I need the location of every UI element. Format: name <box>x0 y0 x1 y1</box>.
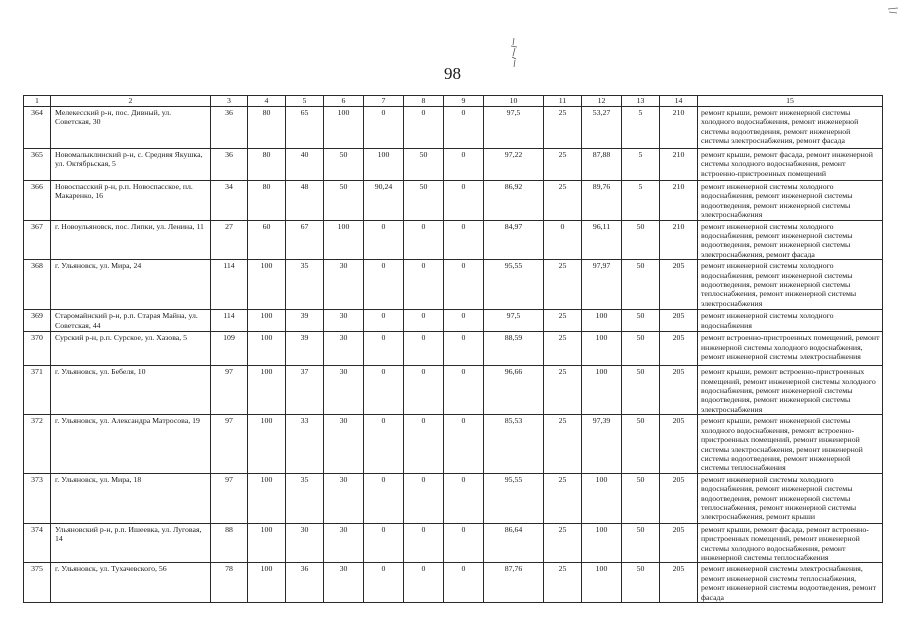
value-cell: 0 <box>404 366 444 415</box>
column-header: 9 <box>444 96 484 107</box>
value-cell: 5 <box>622 149 660 181</box>
repair-works-cell: ремонт инженерной системы холодного водоснабжения, ремонт инженерной системы водоотведения, ремонт инженерной системы теплоснабжения, ремонт инженерной системы электроснабжения <box>698 260 883 310</box>
value-cell: 205 <box>660 415 698 473</box>
table-row <box>24 523 883 563</box>
value-cell: 96,66 <box>484 366 544 415</box>
value-cell: 0 <box>444 181 484 221</box>
table-row <box>24 332 883 366</box>
value-cell: 100 <box>248 260 286 310</box>
value-cell: 109 <box>211 332 248 366</box>
value-cell: 205 <box>660 366 698 415</box>
value-cell: 25 <box>544 473 582 523</box>
page-number: 98 <box>444 64 461 83</box>
value-cell: 50 <box>404 181 444 221</box>
value-cell: 67 <box>286 220 324 260</box>
value-cell: 0 <box>364 220 404 260</box>
address-cell: г. Новоульяновск, пос. Липки, ул. Ленина, 11 <box>51 220 211 260</box>
value-cell: 97,5 <box>484 310 544 332</box>
value-cell: 0 <box>444 366 484 415</box>
value-cell: 50 <box>404 149 444 181</box>
value-cell: 0 <box>364 366 404 415</box>
address-cell: г. Ульяновск, ул. Тухачевского, 56 <box>51 563 211 603</box>
value-cell: 80 <box>248 149 286 181</box>
value-cell: 50 <box>622 220 660 260</box>
column-header: 8 <box>404 96 444 107</box>
column-header: 6 <box>324 96 364 107</box>
value-cell: 25 <box>544 181 582 221</box>
value-cell: 0 <box>404 310 444 332</box>
column-header: 14 <box>660 96 698 107</box>
value-cell: 37 <box>286 366 324 415</box>
value-cell: 25 <box>544 149 582 181</box>
value-cell: 96,11 <box>582 220 622 260</box>
value-cell: 210 <box>660 149 698 181</box>
repair-works-cell: ремонт крыши, ремонт встроенно-пристроенных помещений, ремонт инженерной системы холодного водоснабжения, ремонт инженерной системы водоотведения, ремонт инженерной системы электроснабжения <box>698 366 883 415</box>
value-cell: 205 <box>660 332 698 366</box>
value-cell: 97,5 <box>484 107 544 149</box>
value-cell: 50 <box>622 260 660 310</box>
value-cell: 84,97 <box>484 220 544 260</box>
value-cell: 100 <box>582 310 622 332</box>
value-cell: 50 <box>622 366 660 415</box>
value-cell: 30 <box>324 563 364 603</box>
value-cell: 210 <box>660 220 698 260</box>
row-number-cell: 370 <box>24 332 51 366</box>
value-cell: 0 <box>364 107 404 149</box>
value-cell: 0 <box>404 332 444 366</box>
value-cell: 0 <box>404 523 444 563</box>
row-number-cell: 368 <box>24 260 51 310</box>
repair-works-cell: ремонт встроенно-пристроенных помещений, ремонт инженерной системы холодного водоснабжения, ремонт инженерной системы электроснабжения <box>698 332 883 366</box>
value-cell: 36 <box>211 107 248 149</box>
value-cell: 30 <box>324 523 364 563</box>
value-cell: 90,24 <box>364 181 404 221</box>
column-header: 2 <box>51 96 211 107</box>
value-cell: 5 <box>622 107 660 149</box>
repair-works-cell: ремонт крыши, ремонт фасада, ремонт инженерной системы холодного водоснабжения, ремонт встроенно-пристроенных помещений <box>698 149 883 181</box>
value-cell: 100 <box>582 332 622 366</box>
value-cell: 50 <box>622 523 660 563</box>
value-cell: 0 <box>444 415 484 473</box>
value-cell: 100 <box>364 149 404 181</box>
value-cell: 50 <box>622 563 660 603</box>
table-row <box>24 310 883 332</box>
value-cell: 85,53 <box>484 415 544 473</box>
value-cell: 39 <box>286 332 324 366</box>
column-header: 12 <box>582 96 622 107</box>
row-number-cell: 372 <box>24 415 51 473</box>
value-cell: 86,92 <box>484 181 544 221</box>
repair-schedule-table <box>23 95 883 603</box>
value-cell: 0 <box>444 220 484 260</box>
address-cell: Новоспасский р-н, р.п. Новоспасское, пл. Макаренко, 16 <box>51 181 211 221</box>
value-cell: 97 <box>211 415 248 473</box>
value-cell: 5 <box>622 181 660 221</box>
value-cell: 25 <box>544 260 582 310</box>
value-cell: 114 <box>211 260 248 310</box>
table-row <box>24 149 883 181</box>
value-cell: 0 <box>404 473 444 523</box>
column-header: 3 <box>211 96 248 107</box>
value-cell: 0 <box>544 220 582 260</box>
value-cell: 97,22 <box>484 149 544 181</box>
address-cell: Старомайнский р-н, р.п. Старая Майна, ул. Советская, 44 <box>51 310 211 332</box>
row-number-cell: 375 <box>24 563 51 603</box>
column-header: 5 <box>286 96 324 107</box>
value-cell: 0 <box>364 260 404 310</box>
value-cell: 205 <box>660 523 698 563</box>
scan-artifact-mark <box>503 36 523 70</box>
value-cell: 35 <box>286 260 324 310</box>
value-cell: 30 <box>324 366 364 415</box>
value-cell: 95,55 <box>484 473 544 523</box>
repair-works-cell: ремонт крыши, ремонт инженерной системы холодного водоснабжения, ремонт инженерной системы водоотведения, ремонт инженерной системы электроснабжения, ремонт фасада <box>698 107 883 149</box>
table-row <box>24 563 883 603</box>
value-cell: 35 <box>286 473 324 523</box>
value-cell: 40 <box>286 149 324 181</box>
value-cell: 0 <box>364 415 404 473</box>
value-cell: 87,76 <box>484 563 544 603</box>
row-number-cell: 371 <box>24 366 51 415</box>
value-cell: 0 <box>404 260 444 310</box>
value-cell: 65 <box>286 107 324 149</box>
row-number-cell: 374 <box>24 523 51 563</box>
value-cell: 50 <box>622 310 660 332</box>
value-cell: 89,76 <box>582 181 622 221</box>
column-header: 4 <box>248 96 286 107</box>
value-cell: 88,59 <box>484 332 544 366</box>
value-cell: 36 <box>286 563 324 603</box>
value-cell: 100 <box>248 310 286 332</box>
value-cell: 0 <box>444 473 484 523</box>
value-cell: 30 <box>324 473 364 523</box>
repair-works-cell: ремонт инженерной системы холодного водоснабжения, ремонт инженерной системы водоотведения, ремонт инженерной системы теплоснабжения, ремонт инженерной системы электроснабжения, ремонт крыши <box>698 473 883 523</box>
value-cell: 39 <box>286 310 324 332</box>
value-cell: 97 <box>211 473 248 523</box>
row-number-cell: 364 <box>24 107 51 149</box>
repair-works-cell: ремонт инженерной системы холодного водоснабжения, ремонт инженерной системы водоотведения, ремонт инженерной системы электроснабжения, ремонт фасада <box>698 220 883 260</box>
address-cell: Новомалыклинский р-н, с. Средняя Якушка, ул. Октябрьская, 5 <box>51 149 211 181</box>
value-cell: 30 <box>324 310 364 332</box>
value-cell: 30 <box>324 260 364 310</box>
value-cell: 50 <box>622 473 660 523</box>
table-row <box>24 260 883 310</box>
address-cell: г. Ульяновск, ул. Мира, 18 <box>51 473 211 523</box>
row-number-cell: 373 <box>24 473 51 523</box>
value-cell: 0 <box>444 149 484 181</box>
value-cell: 100 <box>248 473 286 523</box>
value-cell: 0 <box>364 563 404 603</box>
address-cell: Мелекесский р-н, пос. Дивный, ул. Советская, 30 <box>51 107 211 149</box>
value-cell: 36 <box>211 149 248 181</box>
column-header: 10 <box>484 96 544 107</box>
value-cell: 25 <box>544 563 582 603</box>
value-cell: 25 <box>544 415 582 473</box>
repair-works-cell: ремонт инженерной системы холодного водоснабжения, ремонт инженерной системы водоотведения, ремонт инженерной системы электроснабжения <box>698 181 883 221</box>
address-cell: г. Ульяновск, ул. Мира, 24 <box>51 260 211 310</box>
value-cell: 114 <box>211 310 248 332</box>
value-cell: 0 <box>364 310 404 332</box>
value-cell: 50 <box>622 415 660 473</box>
value-cell: 33 <box>286 415 324 473</box>
address-cell: Ульяновский р-н, р.п. Ишеевка, ул. Луговая, 14 <box>51 523 211 563</box>
table-body <box>24 107 883 603</box>
value-cell: 100 <box>248 523 286 563</box>
address-cell: г. Ульяновск, ул. Бебеля, 10 <box>51 366 211 415</box>
value-cell: 0 <box>444 107 484 149</box>
column-header: 7 <box>364 96 404 107</box>
value-cell: 30 <box>286 523 324 563</box>
value-cell: 25 <box>544 366 582 415</box>
value-cell: 0 <box>444 332 484 366</box>
value-cell: 210 <box>660 107 698 149</box>
value-cell: 80 <box>248 107 286 149</box>
value-cell: 0 <box>444 310 484 332</box>
value-cell: 0 <box>404 415 444 473</box>
value-cell: 97 <box>211 366 248 415</box>
value-cell: 100 <box>324 107 364 149</box>
value-cell: 0 <box>444 563 484 603</box>
value-cell: 50 <box>324 181 364 221</box>
repair-works-cell: ремонт крыши, ремонт фасада, ремонт встроенно-пристроенных помещений, ремонт инженерной системы холодного водоснабжения, ремонт инженерной системы теплоснабжения <box>698 523 883 563</box>
value-cell: 25 <box>544 310 582 332</box>
value-cell: 87,88 <box>582 149 622 181</box>
value-cell: 0 <box>364 332 404 366</box>
table-row <box>24 473 883 523</box>
value-cell: 100 <box>582 473 622 523</box>
value-cell: 205 <box>660 473 698 523</box>
row-number-cell: 366 <box>24 181 51 221</box>
value-cell: 100 <box>248 332 286 366</box>
value-cell: 0 <box>444 260 484 310</box>
value-cell: 53,27 <box>582 107 622 149</box>
table-row <box>24 181 883 221</box>
scan-corner-mark <box>886 6 900 16</box>
value-cell: 0 <box>364 473 404 523</box>
repair-works-cell: ремонт инженерной системы холодного водоснабжения <box>698 310 883 332</box>
column-number-header-row <box>24 96 883 107</box>
value-cell: 100 <box>248 366 286 415</box>
value-cell: 100 <box>582 563 622 603</box>
value-cell: 88 <box>211 523 248 563</box>
row-number-cell: 369 <box>24 310 51 332</box>
table-row <box>24 366 883 415</box>
value-cell: 100 <box>324 220 364 260</box>
value-cell: 30 <box>324 415 364 473</box>
value-cell: 50 <box>324 149 364 181</box>
value-cell: 50 <box>622 332 660 366</box>
value-cell: 0 <box>404 220 444 260</box>
value-cell: 30 <box>324 332 364 366</box>
value-cell: 100 <box>582 366 622 415</box>
value-cell: 210 <box>660 181 698 221</box>
value-cell: 97,97 <box>582 260 622 310</box>
value-cell: 25 <box>544 107 582 149</box>
address-cell: г. Ульяновск, ул. Александра Матросова, 19 <box>51 415 211 473</box>
value-cell: 27 <box>211 220 248 260</box>
value-cell: 25 <box>544 332 582 366</box>
value-cell: 0 <box>404 563 444 603</box>
value-cell: 80 <box>248 181 286 221</box>
column-header: 15 <box>698 96 883 107</box>
value-cell: 25 <box>544 523 582 563</box>
value-cell: 100 <box>582 523 622 563</box>
value-cell: 95,55 <box>484 260 544 310</box>
value-cell: 100 <box>248 563 286 603</box>
value-cell: 48 <box>286 181 324 221</box>
table-row <box>24 220 883 260</box>
value-cell: 0 <box>404 107 444 149</box>
repair-works-cell: ремонт крыши, ремонт инженерной системы холодного водоснабжения, ремонт встроенно-пристроенных помещений, ремонт инженерной системы электроснабжения, ремонт инженерной системы водоотведения, ремонт инженерной системы теплоснабжения <box>698 415 883 473</box>
value-cell: 78 <box>211 563 248 603</box>
column-header: 1 <box>24 96 51 107</box>
value-cell: 97,39 <box>582 415 622 473</box>
row-number-cell: 367 <box>24 220 51 260</box>
column-header: 11 <box>544 96 582 107</box>
column-header: 13 <box>622 96 660 107</box>
value-cell: 34 <box>211 181 248 221</box>
value-cell: 205 <box>660 563 698 603</box>
table-row <box>24 415 883 473</box>
value-cell: 86,64 <box>484 523 544 563</box>
row-number-cell: 365 <box>24 149 51 181</box>
value-cell: 0 <box>444 523 484 563</box>
value-cell: 60 <box>248 220 286 260</box>
address-cell: Сурский р-н, р.п. Сурское, ул. Хазова, 5 <box>51 332 211 366</box>
value-cell: 0 <box>364 523 404 563</box>
value-cell: 100 <box>248 415 286 473</box>
repair-works-cell: ремонт инженерной системы электроснабжения, ремонт инженерной системы теплоснабжения, ремонт инженерной системы водоотведения, ремонт фасада <box>698 563 883 603</box>
table-row <box>24 107 883 149</box>
value-cell: 205 <box>660 260 698 310</box>
value-cell: 205 <box>660 310 698 332</box>
